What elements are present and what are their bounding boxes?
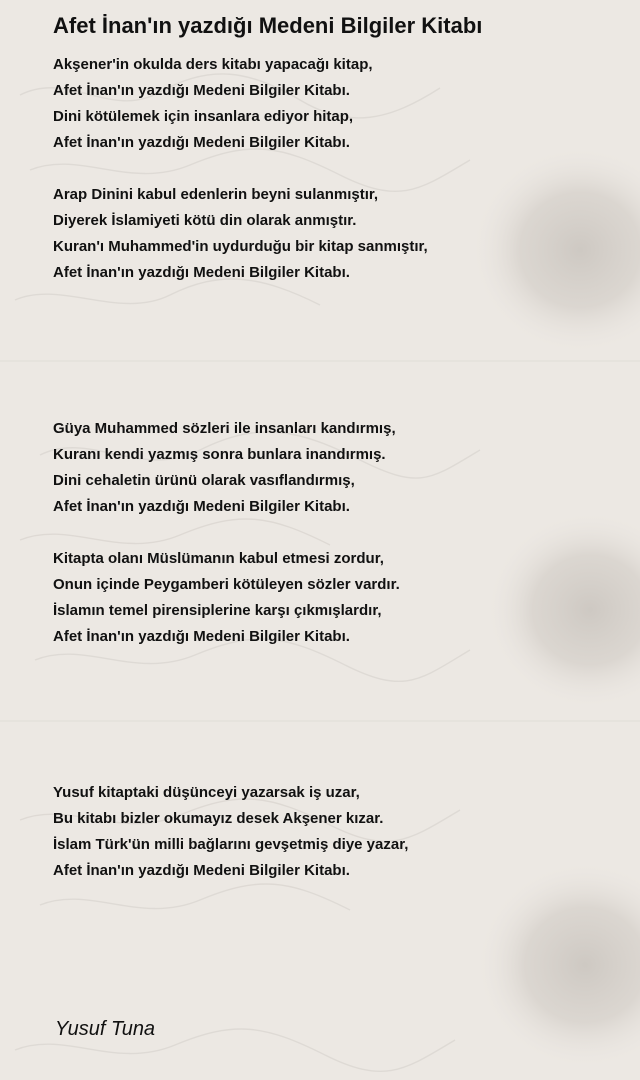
stanza-gap bbox=[53, 520, 613, 546]
poem-line: Kuran'ı Muhammed'in uydurduğu bir kitap sanmıştır, bbox=[53, 238, 428, 255]
poem-line: Dini kötülemek için insanlara ediyor hitap, bbox=[53, 108, 354, 125]
stanza-2 bbox=[53, 182, 613, 286]
poem-line: Afet İnan'ın yazdığı Medeni Bilgiler Kitabı. bbox=[53, 82, 350, 99]
poem-line: Afet İnan'ın yazdığı Medeni Bilgiler Kitabı. bbox=[53, 628, 350, 645]
stanza-1 bbox=[53, 52, 613, 156]
stanza-4 bbox=[53, 546, 613, 650]
poem-line: Afet İnan'ın yazdığı Medeni Bilgiler Kitabı. bbox=[53, 862, 350, 879]
poem-line: Yusuf kitaptaki düşünceyi yazarsak iş uzar, bbox=[53, 784, 360, 801]
stanza-5 bbox=[53, 780, 613, 884]
poem-line: Kuranı kendi yazmış sonra bunlara inandırmış. bbox=[53, 446, 386, 463]
poem-line: Diyerek İslamiyeti kötü din olarak anmıştır. bbox=[53, 212, 357, 229]
poem-line: Afet İnan'ın yazdığı Medeni Bilgiler Kitabı. bbox=[53, 264, 350, 281]
poem-line: Bu kitabı bizler okumayız desek Akşener kızar. bbox=[53, 810, 384, 827]
poem-line: Afet İnan'ın yazdığı Medeni Bilgiler Kitabı. bbox=[53, 498, 350, 515]
poem-line: Akşener'in okulda ders kitabı yapacağı kitap, bbox=[53, 56, 373, 73]
poem-line: Güya Muhammed sözleri ile insanları kandırmış, bbox=[53, 420, 396, 437]
poem-line: İslam Türk'ün milli bağlarını gevşetmiş diye yazar, bbox=[53, 836, 409, 853]
poem-line: Onun içinde Peygamberi kötüleyen sözler vardır. bbox=[53, 576, 400, 593]
poem-line: Arap Dinini kabul edenlerin beyni sulanmıştır, bbox=[53, 186, 379, 203]
poem-line: Afet İnan'ın yazdığı Medeni Bilgiler Kitabı. bbox=[53, 134, 350, 151]
section-gap bbox=[53, 650, 613, 780]
stanza-gap bbox=[53, 156, 613, 182]
author-signature: Yusuf Tuna bbox=[55, 1018, 156, 1040]
poem-line: İslamın temel pirensiplerine karşı çıkmışlardır, bbox=[53, 602, 382, 619]
poem-body bbox=[53, 52, 613, 884]
poem-title: Afet İnan'ın yazdığı Medeni Bilgiler Kitabı bbox=[53, 13, 483, 38]
stanza-3 bbox=[53, 416, 613, 520]
poem-line: Dini cehaletin ürünü olarak vasıflandırmış, bbox=[53, 472, 355, 489]
poem-line: Kitapta olanı Müslümanın kabul etmesi zordur, bbox=[53, 550, 384, 567]
section-gap bbox=[53, 286, 613, 416]
